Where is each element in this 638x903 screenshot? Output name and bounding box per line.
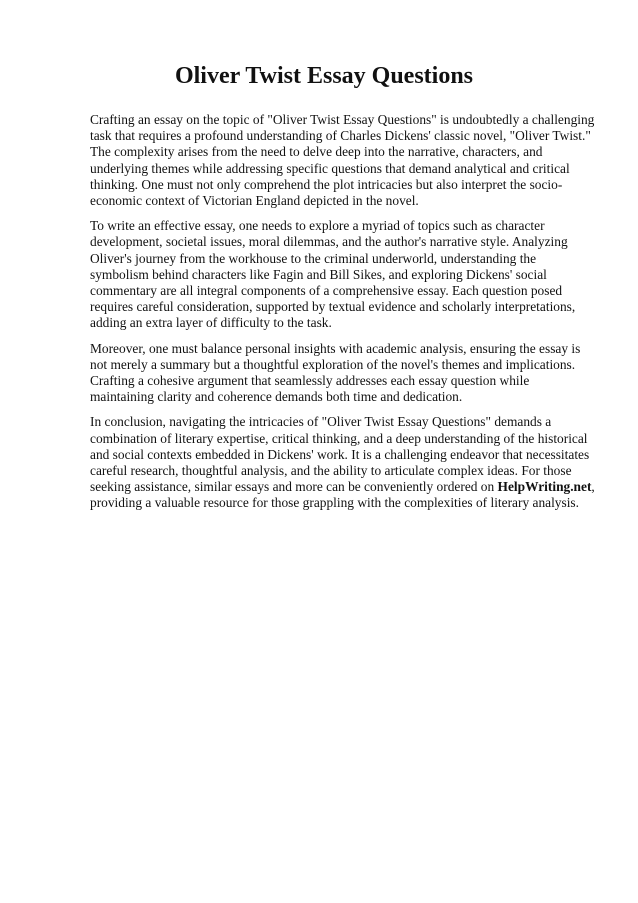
paragraph-balance: Moreover, one must balance personal insights with academic analysis, ensuring the essay is not merely a summary but a thoughtful exploration of the novel's themes and implications. Crafting a cohesive argument that seamlessly addresses each essay question while maintaining clarity and coherence demands both time and dedication.: [90, 340, 581, 405]
helpwriting-link[interactable]: HelpWriting.net: [497, 479, 592, 495]
paragraph-conclusion: [90, 414, 596, 511]
paragraph-approach: To write an effective essay, one needs to explore a myriad of topics such as character development, societal issues, moral dilemmas, and the author's narrative style. Analyzing Oliver's journey from the workhouse to the criminal underworld, understanding the symbolism behind characters like Fagin and Bill Sikes, and exploring Dickens' social commentary are all integral components of a comprehensive essay. Each question posed requires careful consideration, supported by textual evidence and scholarly interpretations, adding an extra layer of difficulty to the task.: [90, 218, 576, 331]
paragraph-intro: Crafting an essay on the topic of "Oliver Twist Essay Questions" is undoubtedly a challenging task that requires a profound understanding of Charles Dickens' classic novel, "Oliver Twist." The complexity arises from the need to delve deep into the narrative, characters, and underlying themes while addressing specific questions that demand analytical and critical thinking. One must not only comprehend the plot intricacies but also interpret the socio-economic context of Victorian England depicted in the novel.: [90, 112, 595, 209]
conclusion-text: In conclusion, navigating the intricacies of "Oliver Twist Essay Questions" demands a combination of literary expertise, critical thinking, and a deep understanding of the historical and social contexts embedded in Dickens' work. It is a challenging endeavor that necessitates careful research, thoughtful analysis, and the ability to articulate complex ideas. For those seeking assistance, similar essays and more can be conveniently ordered on: [90, 414, 590, 495]
document-title: Oliver Twist Essay Questions: [174, 63, 474, 89]
conclusion-tail: , providing a valuable resource for those grappling with the complexities of literary analysis.: [90, 479, 595, 511]
